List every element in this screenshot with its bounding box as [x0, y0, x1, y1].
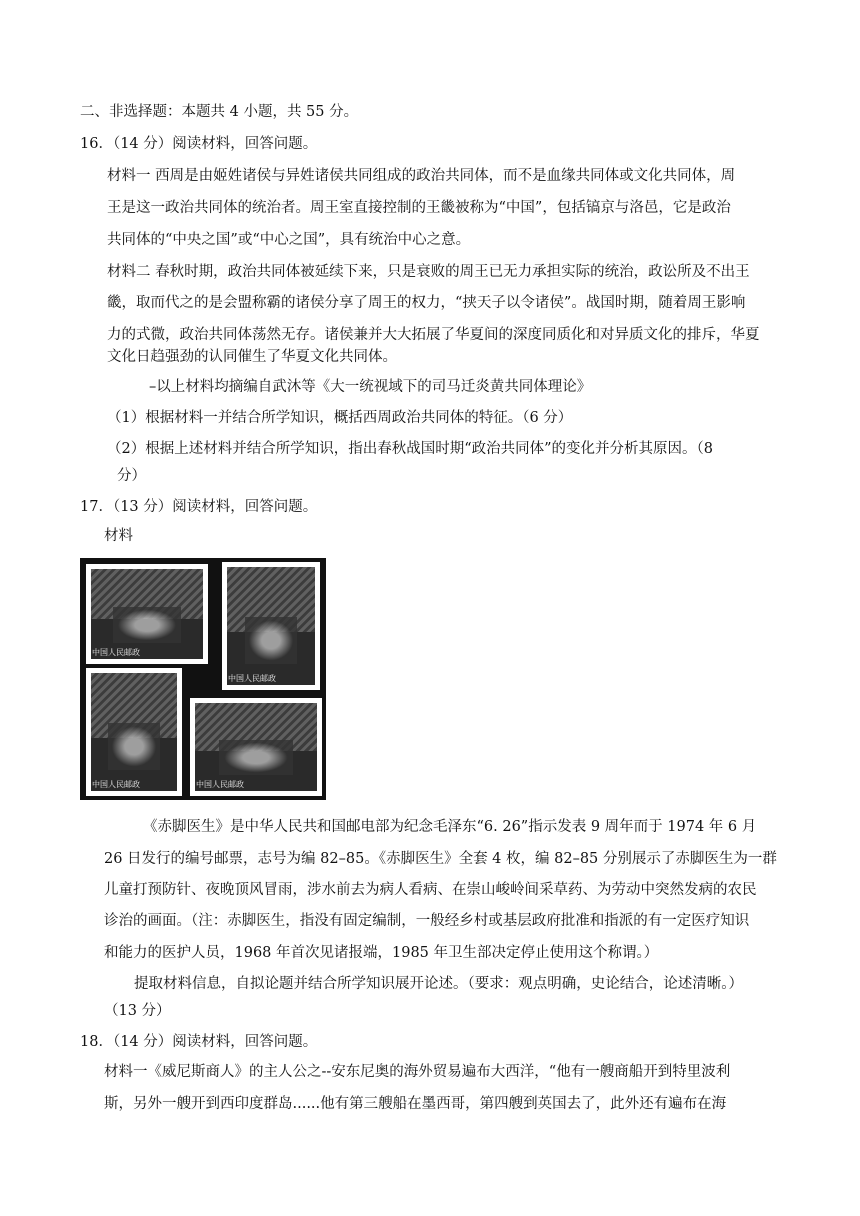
- stamp-vaccination: [86, 564, 208, 664]
- stamp-treating-farmer: [190, 698, 322, 796]
- q17-paragraph-line1: 《赤脚医生》是中华人民共和国邮电部为纪念毛泽东“6. 26”指示发表 9 周年而于 1974 年 6 月: [143, 819, 757, 835]
- q16-material1-line3: 共同体的“中央之国”或“中心之国”，具有统治中心之意。: [107, 232, 471, 248]
- q18-material1-line2: 斯，另外一艘开到西印度群岛......他有第三艘船在墨西哥，第四艘到英国去了，此外还有遍布在海: [104, 1096, 727, 1112]
- question-18-title: 18．（14 分）阅读材料，回答问题。: [80, 1034, 318, 1050]
- q16-material2-line1: 材料二 春秋时期，政治共同体被延续下来，只是衰败的周王已无力承担实际的统治，政讼所及不出王: [107, 264, 750, 280]
- question-17-title: 17．（13 分）阅读材料，回答问题。: [80, 499, 318, 515]
- q17-paragraph-line2: 26 日发行的编号邮票，志号为编 82–85。《赤脚医生》全套 4 枚，编 82–85 分别展示了赤脚医生为一群: [104, 851, 777, 867]
- question-16-title: 16．（14 分）阅读材料，回答问题。: [80, 136, 318, 152]
- q16-sub-question-2-line2: 分）: [117, 468, 146, 484]
- q17-paragraph-line5: 和能力的医护人员，1968 年首次见诸报端，1985 年卫生部决定停止使用这个称谓。）: [104, 945, 659, 961]
- stamp-gathering-herbs: [86, 668, 182, 796]
- q17-task-line1: 提取材料信息，自拟论题并结合所学知识展开论述。（要求：观点明确，史论结合，论述清晰。）: [134, 976, 743, 992]
- section-heading: 二、非选择题：本题共 4 小题，共 55 分。: [80, 104, 359, 120]
- q16-sub-question-2-line1: （2）根据上述材料并结合所学知识，指出春秋战国时期“政治共同体”的变化并分析其原因。（8: [107, 441, 714, 457]
- stamp-caption: 中国人民邮政: [228, 674, 276, 683]
- q17-paragraph-line4: 诊治的画面。（注：赤脚医生，指没有固定编制，一般经乡村或基层政府批准和指派的有一定医疗知识: [104, 913, 750, 929]
- q16-material1-line2: 王是这一政治共同体的统治者。周王室直接控制的王畿被称为“中国”，包括镐京与洛邑，它是政治: [107, 200, 731, 216]
- q17-task-line2: （13 分）: [104, 1003, 171, 1019]
- stamp-caption: 中国人民邮政: [92, 648, 140, 657]
- q16-material1-line1: 材料一 西周是由姬姓诸侯与异姓诸侯共同组成的政治共同体，而不是血缘共同体或文化共同体，周: [107, 168, 736, 184]
- q17-paragraph-line3: 儿童打预防针、夜晚顶风冒雨，涉水前去为病人看病、在崇山峻岭间采草药、为劳动中突然发病的农民: [104, 882, 757, 898]
- q16-material2-line4: 文化日趋强劲的认同催生了华夏文化共同体。: [107, 349, 397, 365]
- q16-material2-line3: 力的式微，政治共同体荡然无存。诸侯兼并大大拓展了华夏间的深度同质化和对异质文化的排斥，华夏: [107, 327, 760, 343]
- stamp-caption: 中国人民邮政: [196, 780, 244, 789]
- stamp-wading-river: [222, 562, 320, 690]
- q18-material1-line1: 材料一《威尼斯商人》的主人公之--安东尼奥的海外贸易遍布大西洋，“他有一艘商船开到特里波利: [104, 1064, 731, 1080]
- barefoot-doctor-stamps-image: [80, 558, 326, 800]
- stamp-caption: 中国人民邮政: [92, 780, 140, 789]
- q17-material-label: 材料: [104, 528, 133, 544]
- q16-sub-question-1: （1）根据材料一并结合所学知识，概括西周政治共同体的特征。（6 分）: [107, 410, 573, 426]
- q16-material2-line2: 畿，取而代之的是会盟称霸的诸侯分享了周王的权力，“挟天子以令诸侯”。战国时期，随着周王影响: [107, 295, 746, 311]
- q16-source: –以上材料均摘编自武沐等《大一统视域下的司马迁炎黄共同体理论》: [149, 379, 592, 395]
